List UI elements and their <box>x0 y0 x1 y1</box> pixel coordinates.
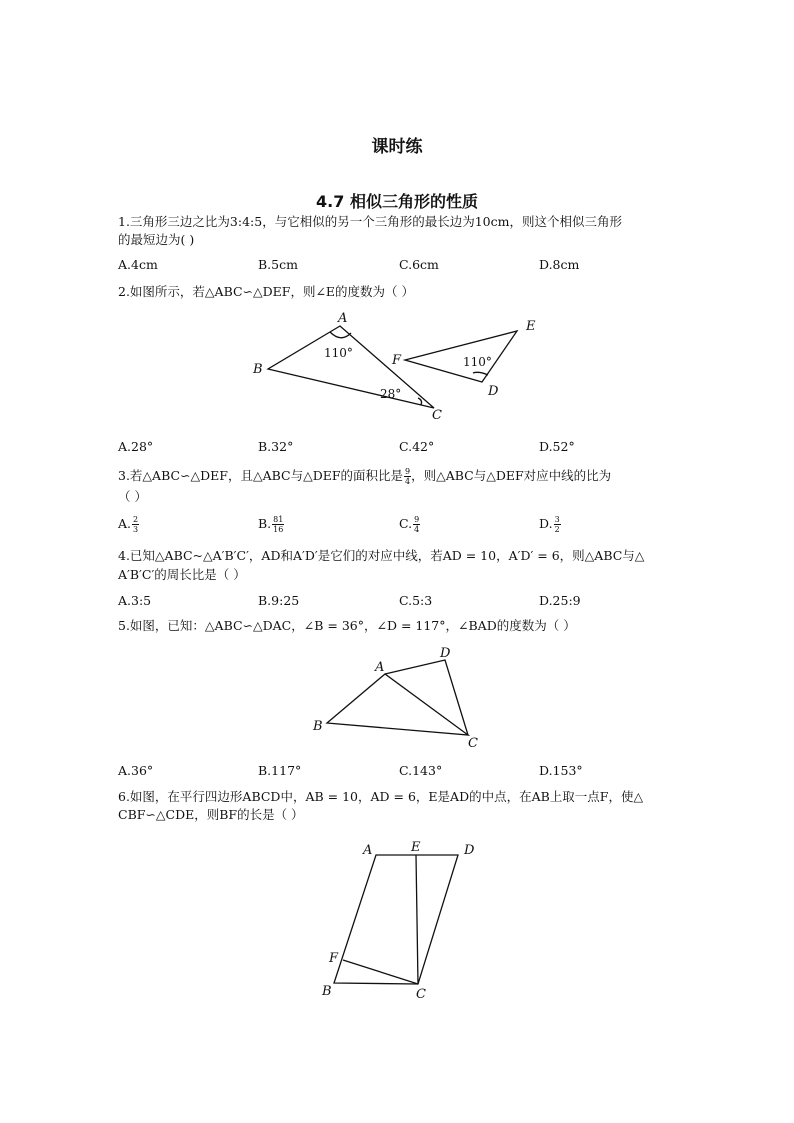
question-2-figure <box>245 305 555 430</box>
question-1-option-a[interactable]: A.4cm <box>118 257 158 272</box>
label-f: F <box>329 951 339 966</box>
angle-label-c: 28° <box>380 387 402 401</box>
page-title: 课时练 <box>371 137 423 157</box>
question-5-stem: 5.如图，已知：△ABC∽△DAC，∠B = 36°，∠D = 117°，∠BAD的度数为（ ） <box>118 618 576 633</box>
question-3-stem: 3.若△ABC∽△DEF，且△ABC与△DEF的面积比是 $\frac{9}{4}$ ，则△ABC与△DEF对应中线的比为 <box>118 467 612 486</box>
question-5-figure <box>305 640 490 755</box>
label-e: E <box>526 319 536 334</box>
fraction-9-4: $\frac{9}{4}$ <box>405 467 411 486</box>
segment-fc <box>343 960 418 984</box>
question-1-stem: 1.三角形三边之比为3:4:5，与它相似的另一个三角形的最长边为10cm，则这个相似三角形 <box>118 214 622 229</box>
angle-arc-d <box>473 372 488 375</box>
triangle-abc <box>268 326 434 408</box>
angle-label-d: 110° <box>463 355 492 369</box>
label-b: B <box>253 362 263 377</box>
question-4-stem: 4.已知△ABC~△A′B′C′，AD和A′D′是它们的对应中线，若AD = 10，A′D′ = 6，则△ABC与△ <box>118 548 645 563</box>
question-4-option-a[interactable]: A.3:5 <box>118 593 152 608</box>
question-2-option-a[interactable]: A.28° <box>118 439 154 454</box>
question-4-option-c[interactable]: C.5:3 <box>399 593 433 608</box>
question-3-option-c[interactable]: C. $\frac{9}{4}$ <box>399 515 420 534</box>
section-title: 4.7 相似三角形的性质 <box>316 192 478 211</box>
label-b: B <box>322 984 332 999</box>
question-3-stem-line2: （ ） <box>118 489 147 504</box>
label-e: E <box>411 840 421 855</box>
question-5-option-b[interactable]: B.117° <box>258 763 302 778</box>
question-6-stem: 6.如图，在平行四边形ABCD中，AB = 10，AD = 6，E是AD的中点，在AB上取一点F，使△ <box>118 789 644 804</box>
question-1-stem-line2: 的最短边为( ) <box>118 232 195 247</box>
segment-ec <box>416 855 418 984</box>
question-3-option-b[interactable]: B. $\frac{81}{16}$ <box>258 515 284 534</box>
triangle-dac-sides <box>385 660 468 735</box>
question-2-option-d[interactable]: D.52° <box>539 439 575 454</box>
label-d: D <box>488 384 499 399</box>
question-2-option-b[interactable]: B.32° <box>258 439 294 454</box>
question-4-option-b[interactable]: B.9:25 <box>258 593 300 608</box>
question-5-option-a[interactable]: A.36° <box>118 763 154 778</box>
question-4-option-d[interactable]: D.25:9 <box>539 593 581 608</box>
label-c: C <box>468 736 478 751</box>
question-2-option-c[interactable]: C.42° <box>399 439 435 454</box>
angle-label-a: 110° <box>324 346 353 360</box>
question-3-option-a[interactable]: A. $\frac{2}{3}$ <box>118 515 139 534</box>
triangle-abc <box>327 674 468 735</box>
parallelogram-abcd <box>334 855 458 984</box>
label-a: A <box>338 311 348 326</box>
label-c: C <box>432 408 442 423</box>
label-d: D <box>440 646 451 661</box>
question-1-option-b[interactable]: B.5cm <box>258 257 298 272</box>
question-4-stem-line2: A′B′C′的周长比是（ ） <box>118 567 246 582</box>
label-a: A <box>375 660 385 675</box>
label-f: F <box>392 353 402 368</box>
question-6-figure <box>315 835 485 1005</box>
triangle-def <box>405 331 517 382</box>
question-5-option-d[interactable]: D.153° <box>539 763 583 778</box>
label-a: A <box>363 843 373 858</box>
question-1-option-d[interactable]: D.8cm <box>539 257 580 272</box>
label-c: C <box>416 987 426 1002</box>
question-6-stem-line2: CBF∽△CDE，则BF的长是（ ） <box>118 807 304 822</box>
question-1-option-c[interactable]: C.6cm <box>399 257 439 272</box>
question-2-stem: 2.如图所示，若△ABC∽△DEF，则∠E的度数为（ ） <box>118 284 415 299</box>
question-5-option-c[interactable]: C.143° <box>399 763 443 778</box>
label-d: D <box>464 843 475 858</box>
label-b: B <box>313 719 323 734</box>
question-3-option-d[interactable]: D. $\frac{3}{2}$ <box>539 515 560 534</box>
